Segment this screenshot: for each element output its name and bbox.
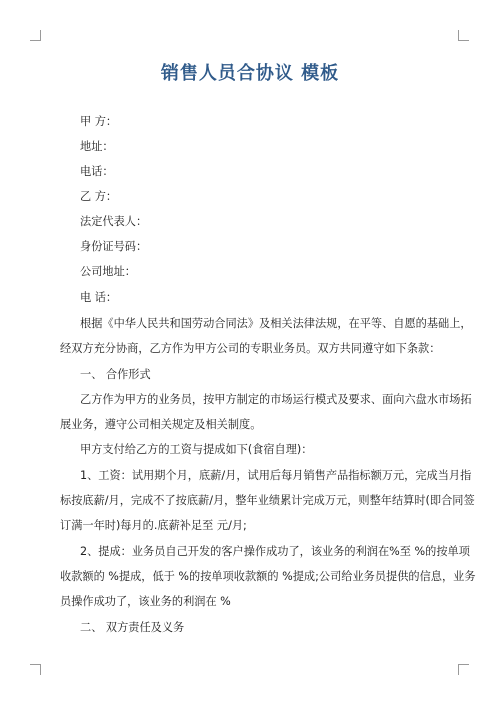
field-party-b: 乙 方： xyxy=(80,190,118,203)
field-address: 地址： xyxy=(80,140,114,153)
body-line: 标按底薪/月，完成不了按底薪/月，整年业绩累计完成万元，则整年结算时(即合同签 xyxy=(60,494,475,507)
body-line: 收款额的 %提成，低于 %的按单项收款额的 %提成;公司给业务员提供的信息，业务 xyxy=(60,570,476,583)
page-corner-mark-top-left xyxy=(30,30,41,41)
body-line: 乙方作为甲方的业务员，按甲方制定的市场运行模式及要求、面向六盘水市场拓 xyxy=(80,393,472,406)
body-line: 甲方支付给乙方的工资与提成如下(食宿自理)： xyxy=(80,443,313,456)
body-line: 1、工资：试用期个月，底薪/月，试用后每月销售产品指标额万元，完成当月指 xyxy=(80,469,472,482)
field-company-address: 公司地址： xyxy=(80,265,136,278)
page-corner-mark-bottom-right xyxy=(458,664,469,675)
field-company-phone: 电 话： xyxy=(80,291,118,304)
field-phone: 电话： xyxy=(80,165,114,178)
body-line: 员操作成功了，该业务的利润在 % xyxy=(60,595,231,608)
section-heading-responsibilities: 二、 双方责任及义务 xyxy=(80,621,185,634)
body-line: 2、提成：业务员自己开发的客户操作成功了，该业务的利润在%至 %的按单项 xyxy=(80,545,470,558)
body-line: 经双方充分协商，乙方作为甲方公司的专职业务员。双方共同遵守如下条款： xyxy=(60,342,441,355)
body-line: 订满一年时)每月的.底薪补足至 元/月; xyxy=(60,519,247,532)
field-id-number: 身份证号码： xyxy=(80,240,148,253)
document-title: 销售人员合协议 模板 xyxy=(160,63,340,84)
section-heading-cooperation: 一、 合作形式 xyxy=(80,368,151,381)
body-line: 根据《中华人民共和国劳动合同法》及相关法律法规，在平等、自愿的基础上， xyxy=(80,317,472,330)
page-corner-mark-top-right xyxy=(458,30,469,41)
field-party-a: 甲 方： xyxy=(80,115,118,128)
body-line: 展业务，遵守公司相关规定及相关制度。 xyxy=(60,418,262,431)
field-legal-representative: 法定代表人： xyxy=(80,215,148,228)
page-corner-mark-bottom-left xyxy=(30,664,41,675)
